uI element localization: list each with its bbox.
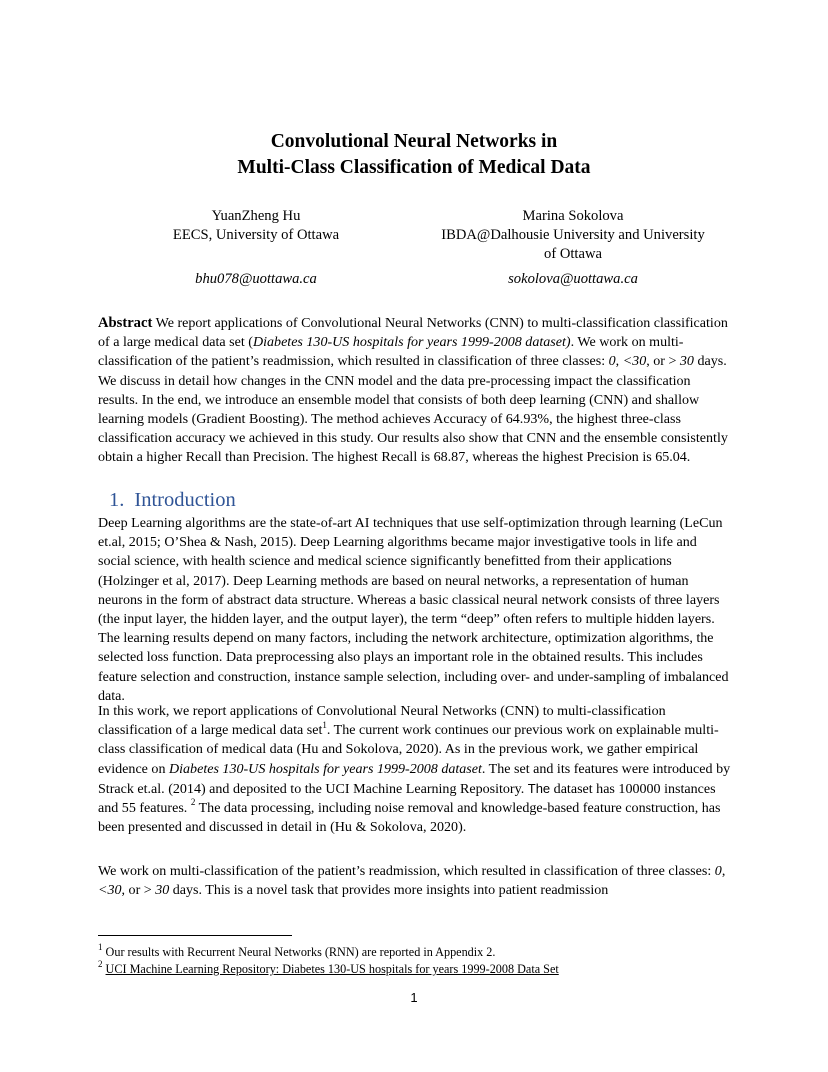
abstract-text: We report applications of Convolutional Neural Networks (CNN) to multi-classification classification of a large medical data set (	[98, 315, 728, 351]
footnote-divider	[98, 935, 292, 936]
author-affiliation: EECS, University of Ottawa	[172, 227, 340, 243]
paragraph-text: days. This is a novel task that provides more insights into patient readmission	[169, 882, 609, 899]
abstract-class-0: 0	[608, 353, 616, 370]
class-gt30: 30	[155, 882, 170, 899]
footnote-1	[98, 941, 738, 960]
abstract-label: Abstract	[98, 315, 153, 331]
author-affiliation: IBDA@Dalhousie University and University	[441, 227, 705, 243]
abstract	[98, 314, 732, 468]
paragraph-text: , or >	[121, 882, 156, 899]
footnote-ref-1[interactable]: 1	[322, 719, 327, 730]
footnote-mark: 2	[98, 958, 103, 969]
abstract-text: . We work on multi-classification of the patient’s readmission, which resulted in classification of three classes:	[98, 334, 684, 370]
section-heading-introduction	[109, 487, 236, 513]
author-affiliation-cont: of Ottawa	[544, 246, 602, 262]
footnote-ref-2[interactable]: 2	[190, 797, 196, 808]
paper-title-line-1: Convolutional Neural Networks in	[270, 131, 558, 152]
author-email[interactable]: sokolova@uottawa.ca	[508, 271, 638, 287]
footnote-text: Our results with Recurrent Neural Networks (RNN) are reported in Appendix 2.	[102, 945, 496, 959]
paragraph-text: In this work, we report applications of Convolutional Neural Networks (CNN) to multi-classification classification of a large medical data set	[98, 703, 666, 739]
footnote-link-uci[interactable]: UCI Machine Learning Repository: Diabetes 130-US hospitals for years 1999-2008 Data Set	[105, 962, 559, 976]
paragraph-text: The	[527, 780, 551, 796]
paragraph-text: dataset has 100000 instances and 55 features.	[98, 780, 716, 817]
paper-title-line-2: Multi-Class Classification of Medical Data	[237, 157, 591, 178]
intro-paragraph-2	[98, 702, 732, 837]
paragraph-text: The data processing, including noise removal and knowledge-based feature construction, has been presented and discussed in detail in (Hu & Sokolova, 2020).	[98, 800, 721, 836]
intro-paragraph-1: Deep Learning algorithms are the state-of-art AI techniques that use self-optimization through learning (LeCun et.al, 2015; O’Shea & Nash, 2015). Deep Learning algorithms became major investigative tools in life and social science, with health science and medical science significantly benefitted from their applications (Holzinger et al, 2017). Deep Learning methods are based on neural networks, a representation of human neurons in the form of abstract data structure. Whereas a basic classical neural network consists of three layers (the input layer, the hidden layer, and the output layer), the term “deep” often refers to multiple hidden layers. The learning results depend on many factors, including the network architecture, optimization algorithms, the selected loss function. Data preprocessing also plays an important role in the obtained results. This includes feature selection and construction, instance sample selection, including over- and under-sampling of imbalanced data.	[98, 515, 729, 704]
paragraph-text: ,	[721, 863, 726, 879]
abstract-text: days. We discuss in detail how changes in the CNN model and the data pre-processing impact the classification results. In the end, we introduce an ensemble model that consists of both deep learning (CNN) and shallow learning models (Gradient Boosting). The method achieves Accuracy of 64.93%, the highest three-class classification accuracy we achieved in this study. Our results also show that CNN and the ensemble consistently obtain a higher Recall than Precision. The highest Recall is 68.87, whereas the highest Precision is 65.04.	[98, 353, 728, 466]
class-0: 0	[714, 863, 722, 879]
section-title: Introduction	[134, 489, 236, 511]
class-lt30: <30	[98, 882, 122, 899]
paragraph-text: . The set and its features were introduced by Strack et.al. (2014) and deposited to the UCI Machine Learning Repository.	[98, 760, 731, 797]
dataset-name: Diabetes 130-US hospitals for years 1999-2008 dataset	[168, 760, 482, 777]
author-name: YuanZheng Hu	[211, 208, 301, 224]
page-number: 1	[410, 990, 418, 1005]
paragraph-text: We work on multi-classification of the patient’s readmission, which resulted in classification of three classes:	[98, 863, 715, 879]
abstract-class-lt30: <30	[622, 353, 647, 370]
section-number: 1.	[109, 489, 125, 511]
paragraph-text: . The current work continues our previous work on explainable multi-class classification of medical data (Hu and Sokolova, 2020). As in the previous work, we gather empirical evidence on	[98, 722, 719, 777]
author-name: Marina Sokolova	[522, 208, 624, 224]
footnote-2	[98, 958, 738, 977]
abstract-sep: ,	[615, 353, 623, 370]
author-block-2	[408, 207, 738, 289]
abstract-dataset-name: Diabetes 130-US hospitals for years 1999-2008 dataset)	[252, 334, 571, 351]
abstract-sep: , or >	[646, 353, 680, 370]
abstract-class-gt30: 30	[679, 353, 694, 370]
author-block-1	[140, 207, 372, 289]
intro-paragraph-3	[98, 862, 732, 900]
footnote-mark: 1	[98, 941, 103, 952]
author-email[interactable]: bhu078@uottawa.ca	[195, 271, 317, 287]
